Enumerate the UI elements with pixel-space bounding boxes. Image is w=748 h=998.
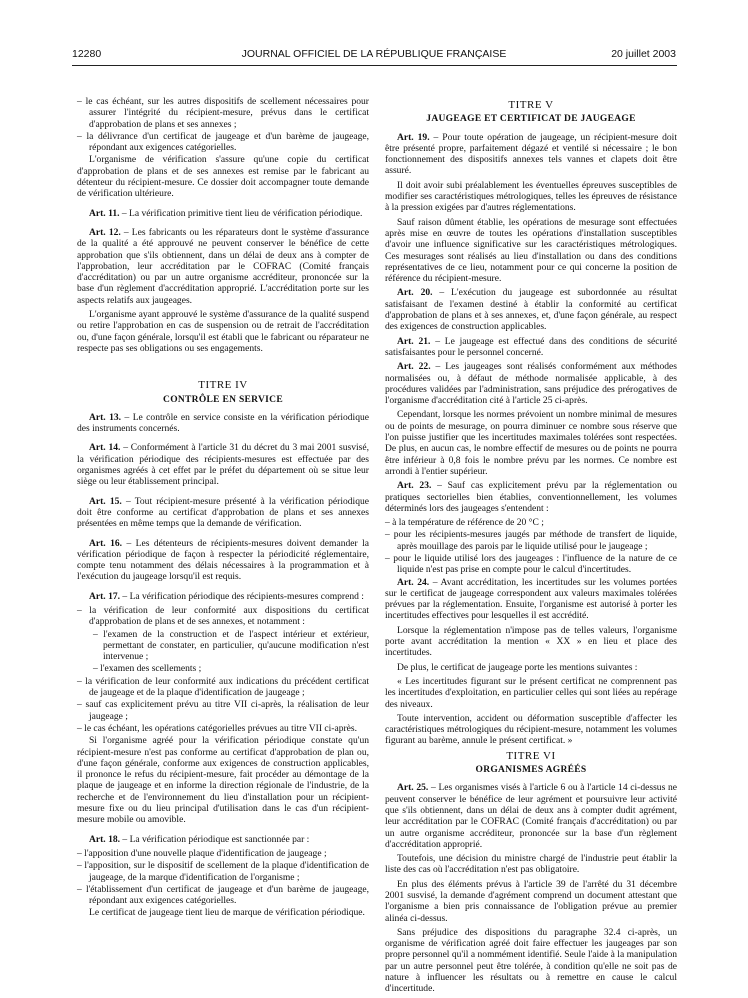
section-subtitle: ORGANISMES AGRÉÉS [475,765,587,776]
list-item: – la délivrance d'un certificat de jaugeage et d'un barème de jaugeage, répondant aux exigences catégorielles. [77,130,369,154]
paragraph: Cependant, lorsque les normes prévoient un nombre minimal de mesures ou de points de mesurage, on pourra diminuer ce nombre sous réserve que l'on puisse justifier que les incertitudes maximales tolérées sont respectées. De plus, en aucun cas, le nombre effectif de mesures ou de points ne pourra être inférieur à 0,8 fois le nombre prévu par les normes. Ce nombre est arrondi à l'entier supérieur. [385,409,677,477]
article-label: Art. 11. [89,207,120,219]
article-14 [77,442,369,487]
article-label: Art. 12. [89,226,121,238]
sub-list-item: – l'examen de la construction et de l'aspect intérieur et extérieur, permettant de constater, en particulier, qu'aucune modification n'est intervenue ; [93,628,369,663]
article-label: Art. 17. [89,590,121,602]
article-label: Art. 20. [397,287,433,299]
list-item: – sauf cas explicitement prévu au titre VII ci-après, la réalisation de leur jaugeage ; [77,699,369,722]
article-text: – La vérification périodique des récipients-mesures comprend : [120,590,364,602]
paragraph: L'organisme de vérification s'assure qu'une copie du certificat d'approbation de plans et de ses annexes est remise par le fabricant au détenteur du récipient-mesure. Ce dossier doit accompagner toute demande de vérification ultérieure. [77,154,369,200]
article-text: – Tout récipient-mesure présenté à la vérification périodique doit être conforme au certificat d'approbation de plans et ses annexes présentées en même temps que la demande de vérification. [77,495,369,530]
paragraph: Toutefois, une décision du ministre chargé de l'industrie peut établir la liste des cas où l'accréditation n'est pas obligatoire. [385,853,677,876]
article-text: – Les fabricants ou les réparateurs dont le système d'assurance de la qualité a été approuvé ne peuvent conserver le bénéfice de cette approbation que s'ils obtiennent, dans un délai de deux ans à compter de l'approbation, leur accréditation par le COFRAC (Comité français d'accréditation) ou par un autre organisme accréditeur, prononcée sur la base d'un règlement d'accréditation approprié. L'accréditation porte sur les aspects relatifs aux jaugeages. [77,226,369,306]
article-text: – Le jaugeage est effectué dans des conditions de sécurité satisfaisantes pour le personnel concerné. [385,335,677,358]
article-20 [385,287,677,332]
list-item: – pour le liquide utilisé lors des jaugeages : l'influence de la nature de ce liquide n'est pas prise en compte pour le calcul d'incertitudes. [385,552,677,576]
paragraph: Si l'organisme agréé pour la vérification périodique constate qu'un récipient-mesure n'est pas conforme au certificat d'approbation de plan ou, d'une façon générale, conforme aux exigences de construction applicables, il prononce le refus du récipient-mesure, fait procéder au démontage de la plaque de jaugeage et en informe la direction régionale de l'industrie, de la recherche et de l'environnement du lieu d'installation pour un récipient-mesure fixe ou du lieu principal d'utilisation dans le cas d'un récipient-mesure mobile ou amovible. [77,735,369,826]
article-text: – Sauf cas explicitement prévu par la réglementation ou pratiques sectorielles bien établies, conventionnellement, les volumes déterminés lors des jaugeages s'entendent : [385,480,677,514]
list-item: – l'apposition, sur le dispositif de scellement de la plaque d'identification de jaugeage, de la marque d'identification de l'organisme ; [77,860,369,883]
article-11 [77,208,369,219]
article-label: Art. 13. [89,411,122,423]
journal-title: JOURNAL OFFICIEL DE LA RÉPUBLIQUE FRANÇAISE [241,48,507,60]
article-25 [385,782,677,850]
article-text: – La vérification périodique est sanctionnée par : [120,833,310,845]
article-label: Art. 18. [89,833,121,845]
article-text: – La vérification primitive tient lieu de vérification périodique. [119,207,363,219]
paragraph: Sauf raison dûment établie, les opérations de mesurage sont effectuées après mise en œuvre de toutes les opérations d'installation susceptibles d'avoir une influence significative sur les caractéristiques métrologiques. Ces mesurages sont réalisés au lieu d'installation ou dans des conditions représentatives de ce lieu, notamment pour ce qui concerne la position de référence du récipient-mesure. [385,216,677,285]
article-22 [385,361,677,406]
article-label: Art. 21. [397,335,431,347]
article-label: Art. 25. [397,782,429,794]
article-18 [77,834,369,845]
article-text: – Conformément à l'article 31 du décret du 3 mai 2001 susvisé, la vérification périodique des récipients-mesures est effectuée par des organismes agréés à cet effet par le préfet du département où se situe leur siège ou leur établissement principal. [77,442,369,488]
list-item: – à la température de référence de 20 °C ; [385,517,544,529]
paragraph: Il doit avoir subi préalablement les éventuelles épreuves susceptibles de modifier ses caractéristiques métrologiques, telles les épreuves de résistance à la pression exigées par d'autres réglementations. [385,179,677,214]
article-23 [385,480,677,514]
article-text: – Les jaugeages sont réalisés conformément aux méthodes normalisées ou, à défaut de méthode normalisée applicable, à des procédures validées par l'administration, sans préjudice des prérogatives de l'organisme d'accréditation cité à l'article 25 ci-après. [385,361,677,407]
article-16 [77,538,369,583]
article-24 [385,577,677,622]
header-rule [72,65,677,66]
article-label: Art. 16. [89,537,123,549]
paragraph: Toute intervention, accident ou déformation susceptible d'affecter les caractéristiques métrologiques du récipient-mesure, notamment les volumes figurant au barème, annule le présent certificat. » [385,712,677,747]
list-item: – la vérification de leur conformité aux dispositions du certificat d'approbation de plans et de ses annexes, et notamment : [77,604,369,628]
left-column [77,96,369,922]
sub-list-item: – l'examen des scellements ; [93,663,202,675]
paragraph: En plus des éléments prévus à l'article 39 de l'arrêté du 31 décembre 2001 susvisé, la demande d'agrément comprend un document attestant que l'organisme a bien pris connaissance de l'obligation prévue au premier alinéa ci-dessus. [385,878,677,924]
list-item: – l'établissement d'un certificat de jaugeage et d'un barème de jaugeage, répondant aux exigences catégorielles. [77,883,369,907]
right-column [385,96,677,998]
article-label: Art. 15. [89,495,122,507]
paragraph: L'organisme ayant approuvé le système d'assurance de la qualité suspend ou retire l'approbation en cas de suspension ou de retrait de l'accréditation ou, d'une façon générale, lorsqu'il est établi que le fabricant ou réparateur ne respecte pas ses obligations ou ses engagements. [77,309,369,354]
paragraph: Lorsque la réglementation n'impose pas de telles valeurs, l'organisme porte avant accréditation la mention « XX » en lieu et place des incertitudes. [385,624,677,659]
article-label: Art. 23. [397,480,432,492]
paragraph: De plus, le certificat de jaugeage porte les mentions suivantes : [397,661,638,673]
list-item: – l'apposition d'une nouvelle plaque d'identification de jaugeage ; [77,847,327,859]
section-title: TITRE IV [198,379,248,392]
article-text: – Pour toute opération de jaugeage, un récipient-mesure doit être présenté propre, parfaitement dégazé et ventilé si nécessaire ; le bon fonctionnement des dispositifs annexes tels vannes et clapets doit être assuré. [385,131,677,177]
section-subtitle: CONTRÔLE EN SERVICE [163,394,283,405]
article-text: – Le contrôle en service consiste en la vérification périodique des instruments concernés. [77,411,369,435]
section-title: TITRE V [508,99,554,111]
issue-date: 20 juillet 2003 [611,48,676,60]
article-text: – Les détenteurs de récipients-mesures doivent demander la vérification périodique de façon à respecter la périodicité réglementaire, compte tenu notamment des délais nécessaires à la programmation et à l'exécution du jaugeage lorsqu'il est requis. [77,537,369,583]
article-13 [77,412,369,435]
paragraph: Sans préjudice des dispositions du paragraphe 32.4 ci-après, un organisme de vérification agréé doit faire effectuer les jaugeages par son propre personnel qu'il a nommément identifié. Seule l'aide à la manipulation par un autre personnel peut être tolérée, à condition qu'elle ne soit pas de nature à influencer les résultats ou à remettre en cause le calcul d'incertitude. [385,926,677,995]
paragraph: Le certificat de jaugeage tient lieu de marque de vérification périodique. [89,907,365,919]
list-item: – la vérification de leur conformité aux indications du précédent certificat de jaugeage et de la plaque d'identification de jaugeage ; [77,675,369,699]
paragraph: « Les incertitudes figurant sur le présent certificat ne comprennent pas les incertitudes d'exploitation, en particulier celles qui sont liées au repérage des niveaux. [385,675,677,710]
article-text: – Avant accréditation, les incertitudes sur les volumes portées sur le certificat de jaugeage correspondent aux valeurs maximales tolérées prévues par la réglementation. Ensuite, l'organisme est autorisé à porter les incertitudes effectives pour lesquelles il est accrédité. [385,576,677,622]
article-text: – L'exécution du jaugeage est subordonnée au résultat satisfaisant de l'examen destiné à établir la conformité au certificat d'approbation de plans et à ses annexes, et, d'une façon générale, au respect des exigences de construction applicables. [385,287,677,333]
list-item: – le cas échéant, sur les autres dispositifs de scellement nécessaires pour assurer l'intégrité du récipient-mesure, prévus dans le certificat d'approbation de plans et ses annexes ; [77,96,369,130]
page-header [72,48,676,64]
article-text: – Les organismes visés à l'article 6 ou à l'article 14 ci-dessus ne peuvent conserver le bénéfice de leur agrément et poursuivre leur activité que s'ils obtiennent, dans un délai de deux ans à compter dudit agrément, leur accréditation par le COFRAC (Comité français d'accréditation) ou par un autre organisme accréditeur, prononcée sur la base d'un règlement d'accréditation approprié. [385,782,677,850]
article-label: Art. 19. [397,131,430,143]
article-17 [77,591,369,602]
list-item: – pour les récipients-mesures jaugés par méthode de transfert de liquide, après mouillage des parois par le liquide utilisé pour le jaugeage ; [385,529,677,552]
article-12 [77,227,369,306]
article-label: Art. 14. [89,442,121,454]
article-label: Art. 24. [397,576,430,588]
article-15 [77,496,369,530]
section-title: TITRE VI [506,749,556,762]
list-item: – le cas échéant, les opérations catégorielles prévues au titre VII ci-après. [77,722,358,734]
article-label: Art. 22. [397,361,431,373]
article-19 [385,132,677,177]
page-number: 12280 [72,48,102,60]
article-21 [385,336,677,359]
section-subtitle: JAUGEAGE ET CERTIFICAT DE JAUGEAGE [426,114,636,125]
